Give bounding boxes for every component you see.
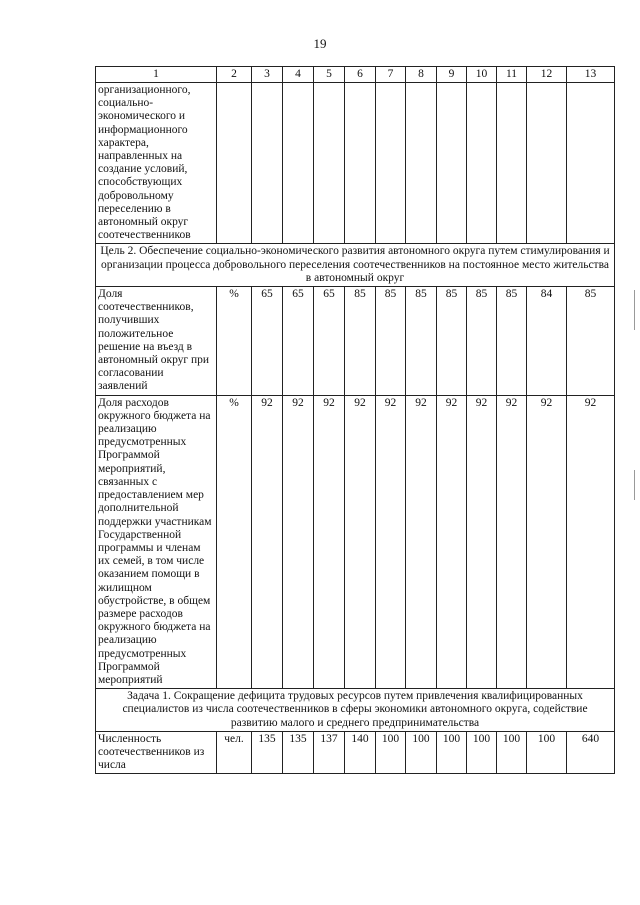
scan-edge-mark — [634, 290, 635, 330]
header-cell: 12 — [527, 67, 567, 83]
value-cell: 92 — [437, 395, 467, 688]
value-cell: 100 — [527, 731, 567, 774]
table-row — [96, 287, 615, 396]
value-cell: 92 — [252, 395, 283, 688]
value-cell: 92 — [527, 395, 567, 688]
value-cell: 65 — [314, 287, 345, 396]
value-cell: 92 — [345, 395, 376, 688]
goal-heading: Цель 2. Обеспечение социально-экономического развития автономного округа путем стимулирования и организации процесса добровольного переселения соотечественников на постоянное место жительства в автономный округ — [96, 244, 615, 287]
header-cell: 6 — [345, 67, 376, 83]
empty-cell — [527, 83, 567, 244]
value-cell: 640 — [567, 731, 615, 774]
value-cell: 100 — [376, 731, 406, 774]
empty-cell — [467, 83, 497, 244]
page-number: 19 — [313, 36, 327, 51]
indicators-table — [95, 66, 615, 774]
value-cell: 100 — [467, 731, 497, 774]
header-cell: 8 — [406, 67, 437, 83]
header-cell: 4 — [283, 67, 314, 83]
indicator-name: Доля соотечественников, получивших положительное решение на въезд в автономный округ при согласовании заявлений — [96, 287, 217, 396]
value-cell: 92 — [283, 395, 314, 688]
value-cell: 85 — [406, 287, 437, 396]
header-cell: 2 — [217, 67, 252, 83]
value-cell: 92 — [567, 395, 615, 688]
header-cell: 11 — [497, 67, 527, 83]
value-cell: 135 — [283, 731, 314, 774]
empty-cell — [567, 83, 615, 244]
header-cell: 7 — [376, 67, 406, 83]
value-cell: 85 — [567, 287, 615, 396]
empty-cell — [406, 83, 437, 244]
value-cell: 84 — [527, 287, 567, 396]
value-cell: 137 — [314, 731, 345, 774]
value-cell: 85 — [345, 287, 376, 396]
value-cell: 85 — [376, 287, 406, 396]
value-cell: 92 — [467, 395, 497, 688]
indicator-name: организационного, социально-экономического и информационного характера, направленных на создание условий, способствующих добровольному переселению в автономный округ соотечественников — [96, 83, 217, 244]
value-cell: 135 — [252, 731, 283, 774]
table-row — [96, 395, 615, 688]
value-cell: 85 — [467, 287, 497, 396]
unit-cell: % — [217, 395, 252, 688]
indicator-name: Численность соотечественников из числа — [96, 731, 217, 774]
empty-cell — [345, 83, 376, 244]
empty-cell — [376, 83, 406, 244]
value-cell: 85 — [497, 287, 527, 396]
header-cell: 13 — [567, 67, 615, 83]
empty-cell — [283, 83, 314, 244]
table-row — [96, 83, 615, 244]
table-row — [96, 731, 615, 774]
empty-cell — [217, 83, 252, 244]
header-cell: 5 — [314, 67, 345, 83]
value-cell: 92 — [376, 395, 406, 688]
empty-cell — [252, 83, 283, 244]
value-cell: 65 — [283, 287, 314, 396]
task-row — [96, 689, 615, 732]
header-cell: 10 — [467, 67, 497, 83]
value-cell: 65 — [252, 287, 283, 396]
empty-cell — [437, 83, 467, 244]
value-cell: 85 — [437, 287, 467, 396]
unit-cell: % — [217, 287, 252, 396]
scan-edge-mark — [634, 470, 635, 500]
unit-cell: чел. — [217, 731, 252, 774]
header-cell: 9 — [437, 67, 467, 83]
indicator-name: Доля расходов окружного бюджета на реализацию предусмотренных Программой мероприятий, связанных с предоставлением мер дополнительной поддержки участникам Государственной программы и членам их семей, в том числе оказанием помощи в жилищном обустройстве, в общем размере расходов окружного бюджета на реализацию предусмотренных Программой мероприятий — [96, 395, 217, 688]
empty-cell — [314, 83, 345, 244]
goal-row — [96, 244, 615, 287]
value-cell: 100 — [437, 731, 467, 774]
value-cell: 92 — [497, 395, 527, 688]
value-cell: 100 — [406, 731, 437, 774]
value-cell: 140 — [345, 731, 376, 774]
value-cell: 100 — [497, 731, 527, 774]
header-cell: 1 — [96, 67, 217, 83]
header-cell: 3 — [252, 67, 283, 83]
value-cell: 92 — [406, 395, 437, 688]
table-header-row — [96, 67, 615, 83]
empty-cell — [497, 83, 527, 244]
value-cell: 92 — [314, 395, 345, 688]
task-heading: Задача 1. Сокращение дефицита трудовых ресурсов путем привлечения квалифицированных специалистов из числа соотечественников в сферы экономики автономного округа, содействие развитию малого и среднего предпринимательства — [96, 689, 615, 732]
